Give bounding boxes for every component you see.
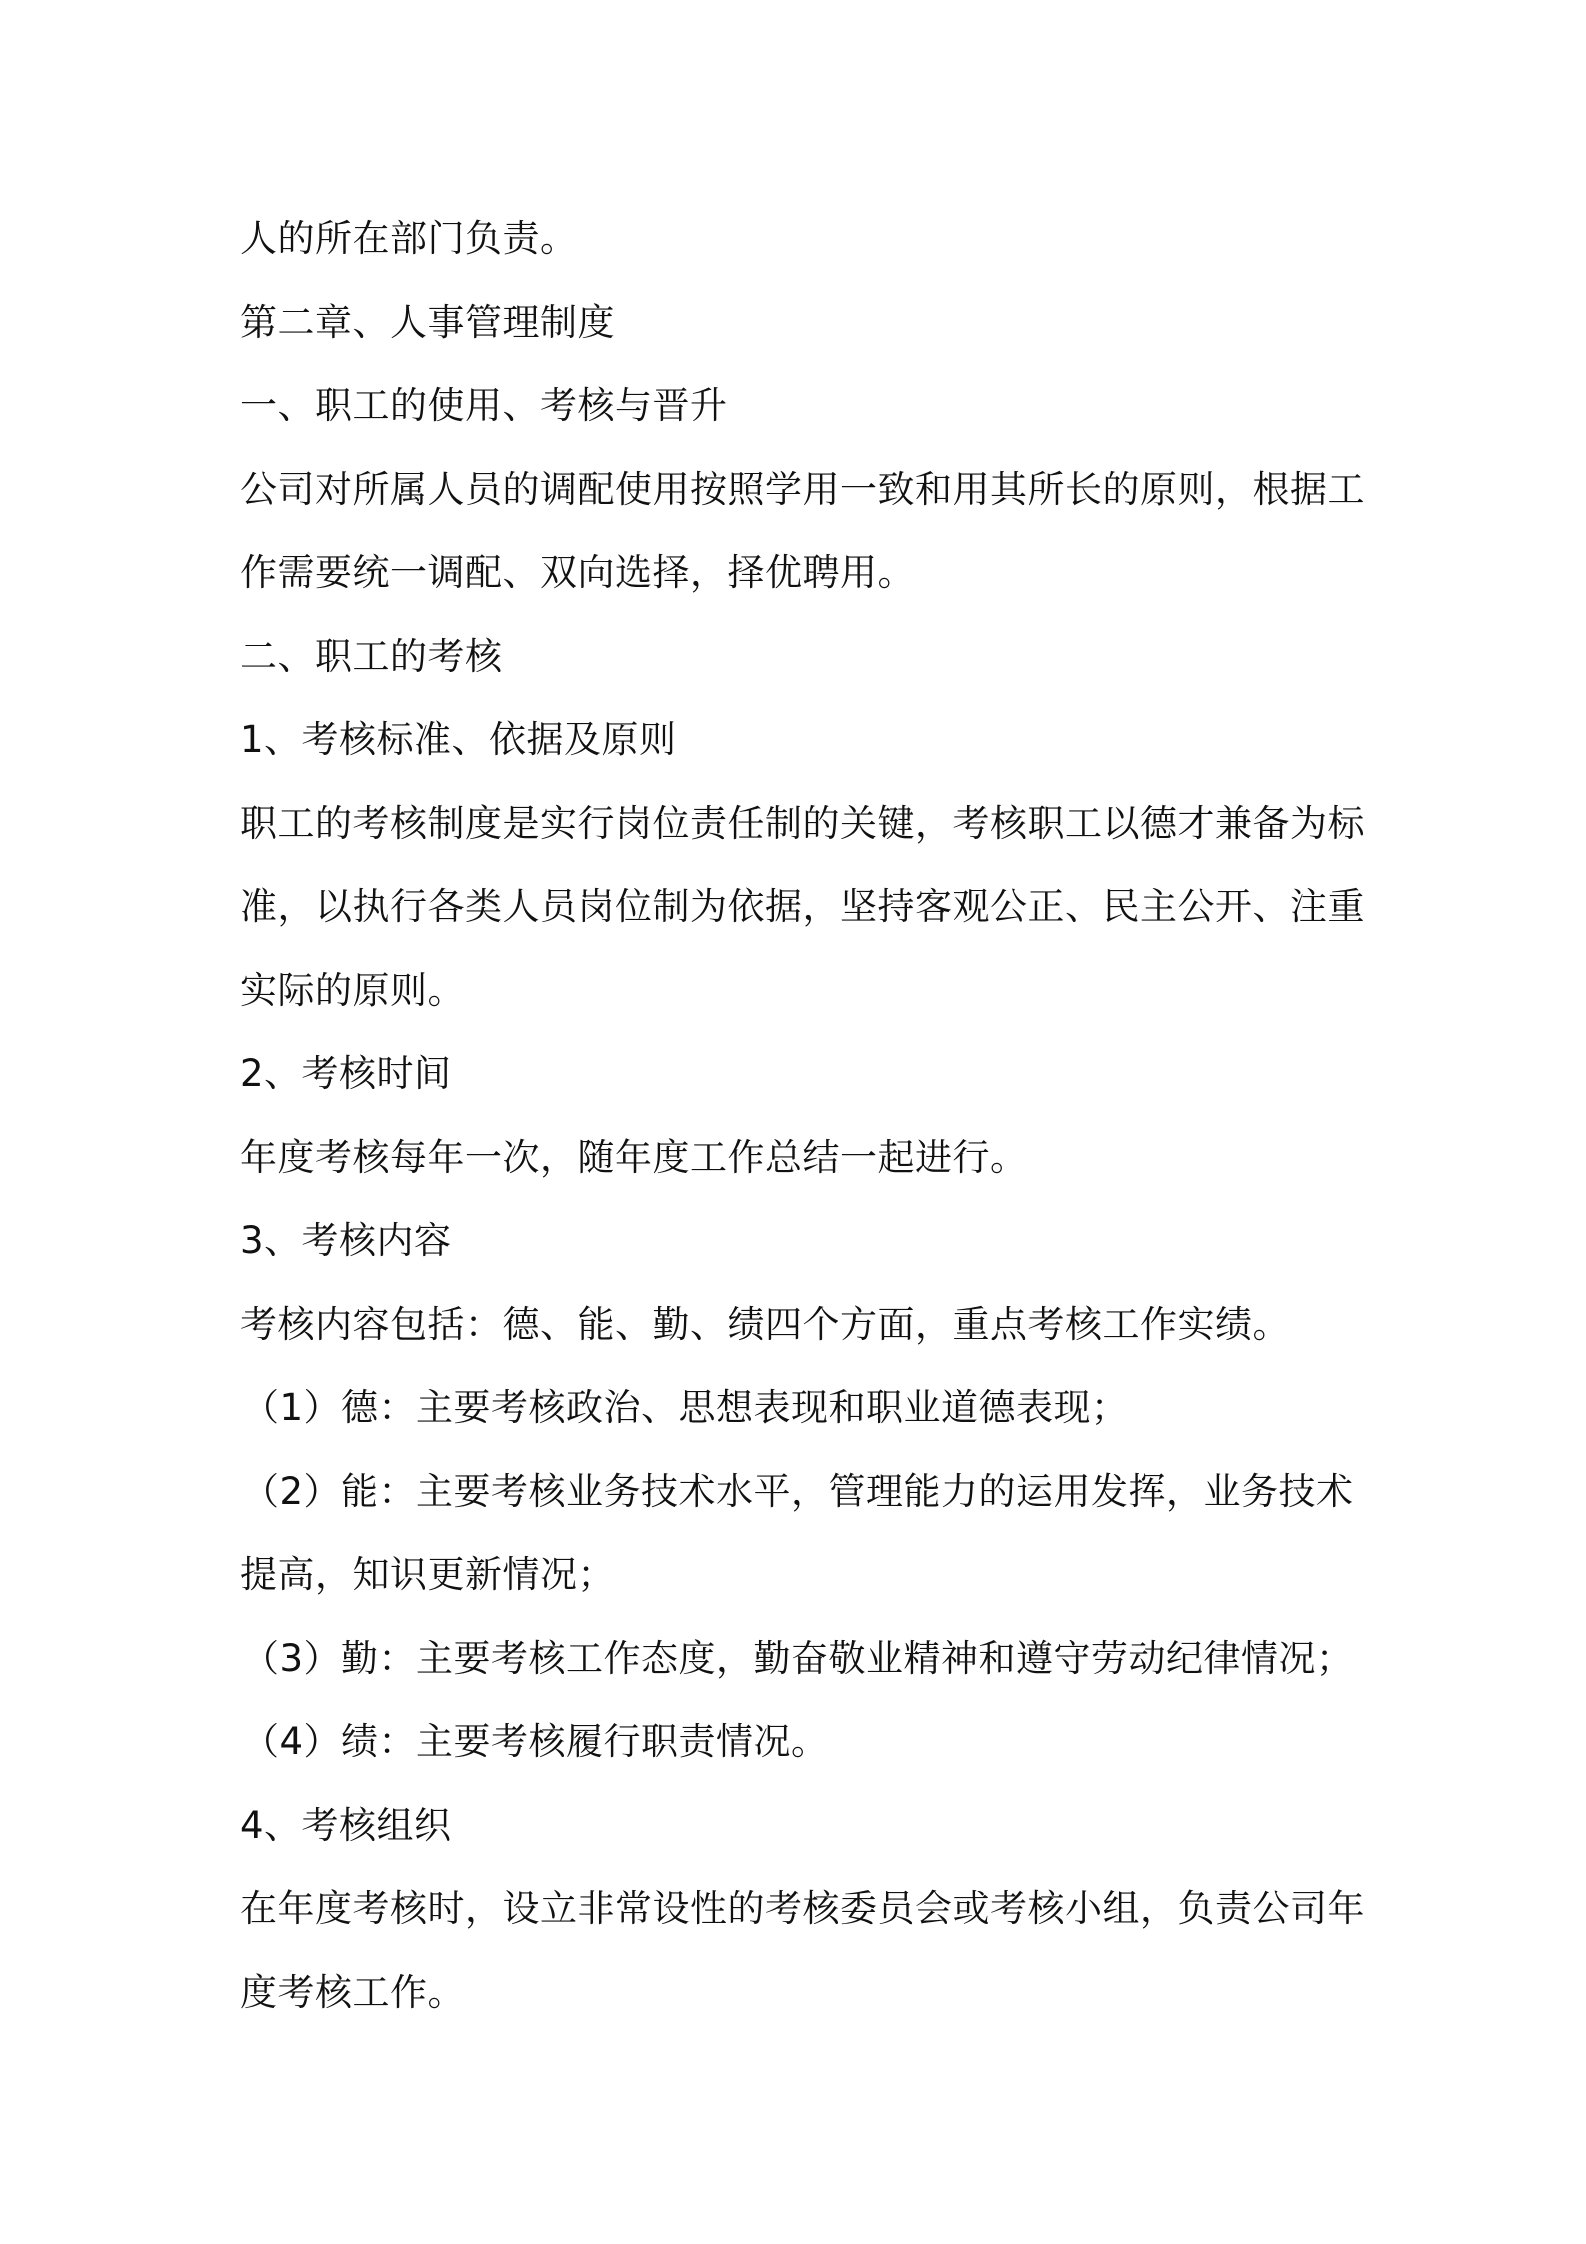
list-item: （1）德：主要考核政治、思想表现和职业道德表现； — [242, 1386, 1129, 1429]
document-body — [240, 197, 1365, 2034]
list-item: （4）绩：主要考核履行职责情况。 — [242, 1720, 829, 1763]
text-line: 准，以执行各类人员岗位制为依据，坚持客观公正、民主公开、注重 — [240, 885, 1365, 928]
text-line: 提高，知识更新情况； — [240, 1553, 615, 1596]
text-line: 实际的原则。 — [240, 968, 465, 1012]
text-line: 度考核工作。 — [240, 1970, 465, 2014]
text-line: 职工的考核制度是实行岗位责任制的关键，考核职工以德才兼备为标 — [240, 801, 1365, 845]
subsection-heading: 2、考核时间 — [240, 1052, 452, 1095]
section-heading: 二、职工的考核 — [240, 634, 503, 678]
subsection-heading: 3、考核内容 — [240, 1219, 452, 1262]
text-line: 年度考核每年一次，随年度工作总结一起进行。 — [240, 1135, 1028, 1179]
text-line: 公司对所属人员的调配使用按照学用一致和用其所长的原则，根据工 — [240, 467, 1365, 511]
section-heading: 一、职工的使用、考核与晋升 — [240, 384, 728, 427]
list-item: （3）勤：主要考核工作态度，勤奋敬业精神和遵守劳动纪律情况； — [242, 1636, 1354, 1680]
subsection-heading: 4、考核组织 — [240, 1803, 452, 1847]
text-line: 考核内容包括：德、能、勤、绩四个方面，重点考核工作实绩。 — [240, 1302, 1290, 1346]
chapter-heading: 第二章、人事管理制度 — [240, 300, 615, 344]
text-line: 在年度考核时，设立非常设性的考核委员会或考核小组，负责公司年 — [240, 1887, 1365, 1930]
text-line: 人的所在部门负责。 — [240, 217, 578, 260]
list-item: （2）能：主要考核业务技术水平，管理能力的运用发挥，业务技术 — [242, 1469, 1354, 1513]
subsection-heading: 1、考核标准、依据及原则 — [240, 718, 677, 761]
text-line: 作需要统一调配、双向选择，择优聘用。 — [240, 551, 915, 594]
